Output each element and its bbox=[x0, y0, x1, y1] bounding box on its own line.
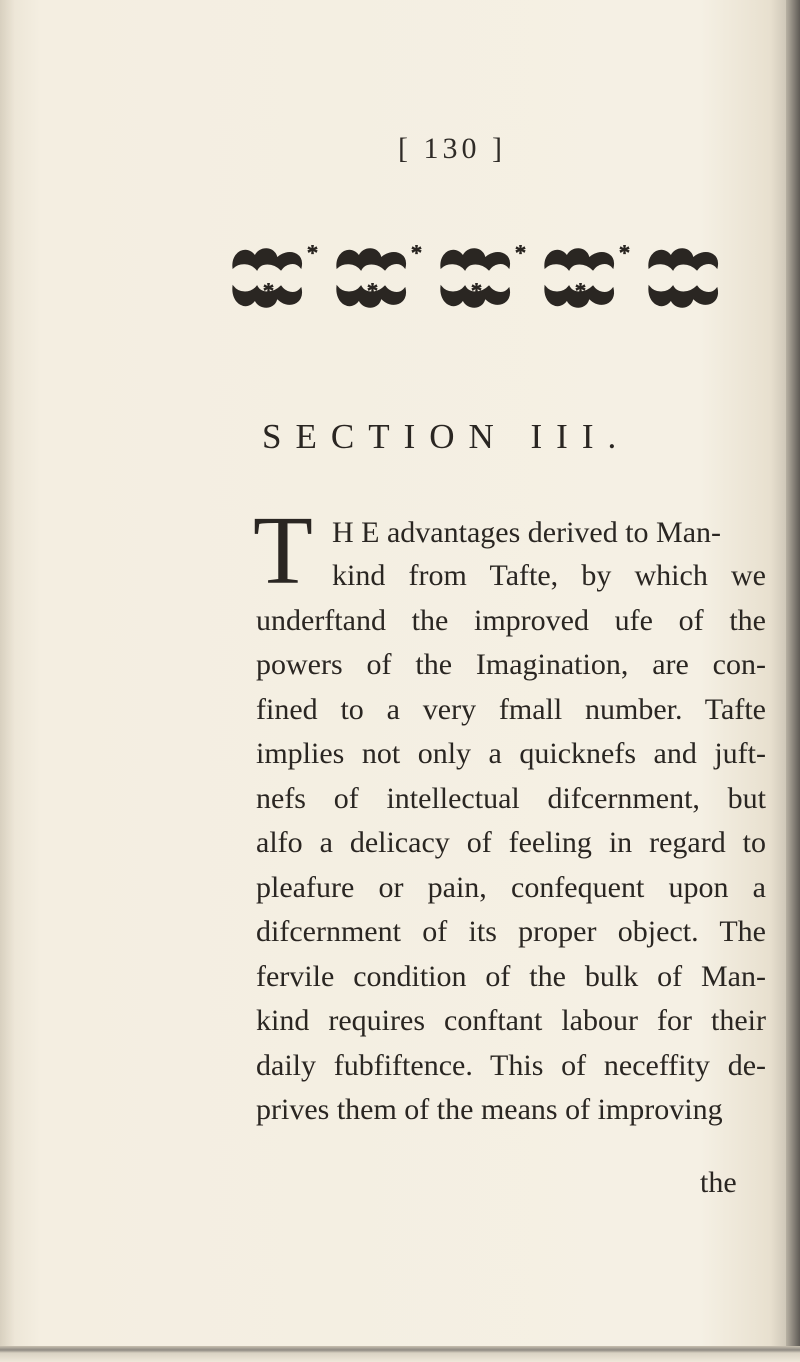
svg-text:*: * bbox=[307, 240, 318, 265]
svg-text:*: * bbox=[411, 240, 422, 265]
page-fore-edge bbox=[786, 0, 800, 1362]
body-paragraph bbox=[256, 554, 766, 1133]
svg-text:*: * bbox=[575, 278, 586, 303]
section-heading: SECTION III. bbox=[262, 417, 631, 456]
svg-text:*: * bbox=[471, 278, 482, 303]
svg-text:*: * bbox=[515, 240, 526, 265]
svg-text:*: * bbox=[619, 240, 630, 265]
text-line: kind from Tafte, by which we bbox=[332, 559, 766, 592]
svg-text:*: * bbox=[367, 278, 378, 303]
headpiece-ornament bbox=[225, 238, 745, 316]
page-number: [ 130 ] bbox=[398, 132, 506, 165]
text-line: fervile condition of the bulk of Man- bbox=[256, 959, 766, 993]
text-line: pleafure or pain, confequent upon a bbox=[256, 870, 766, 904]
text-line: nefs of intellectual difcernment, but bbox=[256, 781, 766, 815]
ornament-unit bbox=[233, 240, 318, 307]
text-line: fined to a very fmall number. Tafte bbox=[256, 692, 766, 726]
text-line: underftand the improved ufe of the bbox=[256, 603, 766, 637]
first-line: H E advantages derived to Man- bbox=[332, 516, 722, 549]
text-line: daily fubfiftence. This of neceffity de- bbox=[256, 1048, 766, 1082]
text-line: kind requires conftant labour for their bbox=[256, 1004, 766, 1037]
text-line: alfo a delicacy of feeling in regard to bbox=[256, 826, 766, 859]
page-bottom-edge bbox=[0, 1346, 800, 1362]
text-line: difcernment of its proper object. The bbox=[256, 915, 766, 948]
drop-cap: T bbox=[253, 497, 313, 605]
text-line: implies not only a quicknefs and juft- bbox=[256, 737, 766, 770]
catchword: the bbox=[700, 1166, 737, 1199]
page-gutter-edge bbox=[0, 0, 14, 1362]
text-line: prives them of the means of improving bbox=[256, 1093, 723, 1126]
text-line: powers of the Imagination, are con- bbox=[256, 648, 766, 681]
svg-text:*: * bbox=[263, 278, 274, 303]
